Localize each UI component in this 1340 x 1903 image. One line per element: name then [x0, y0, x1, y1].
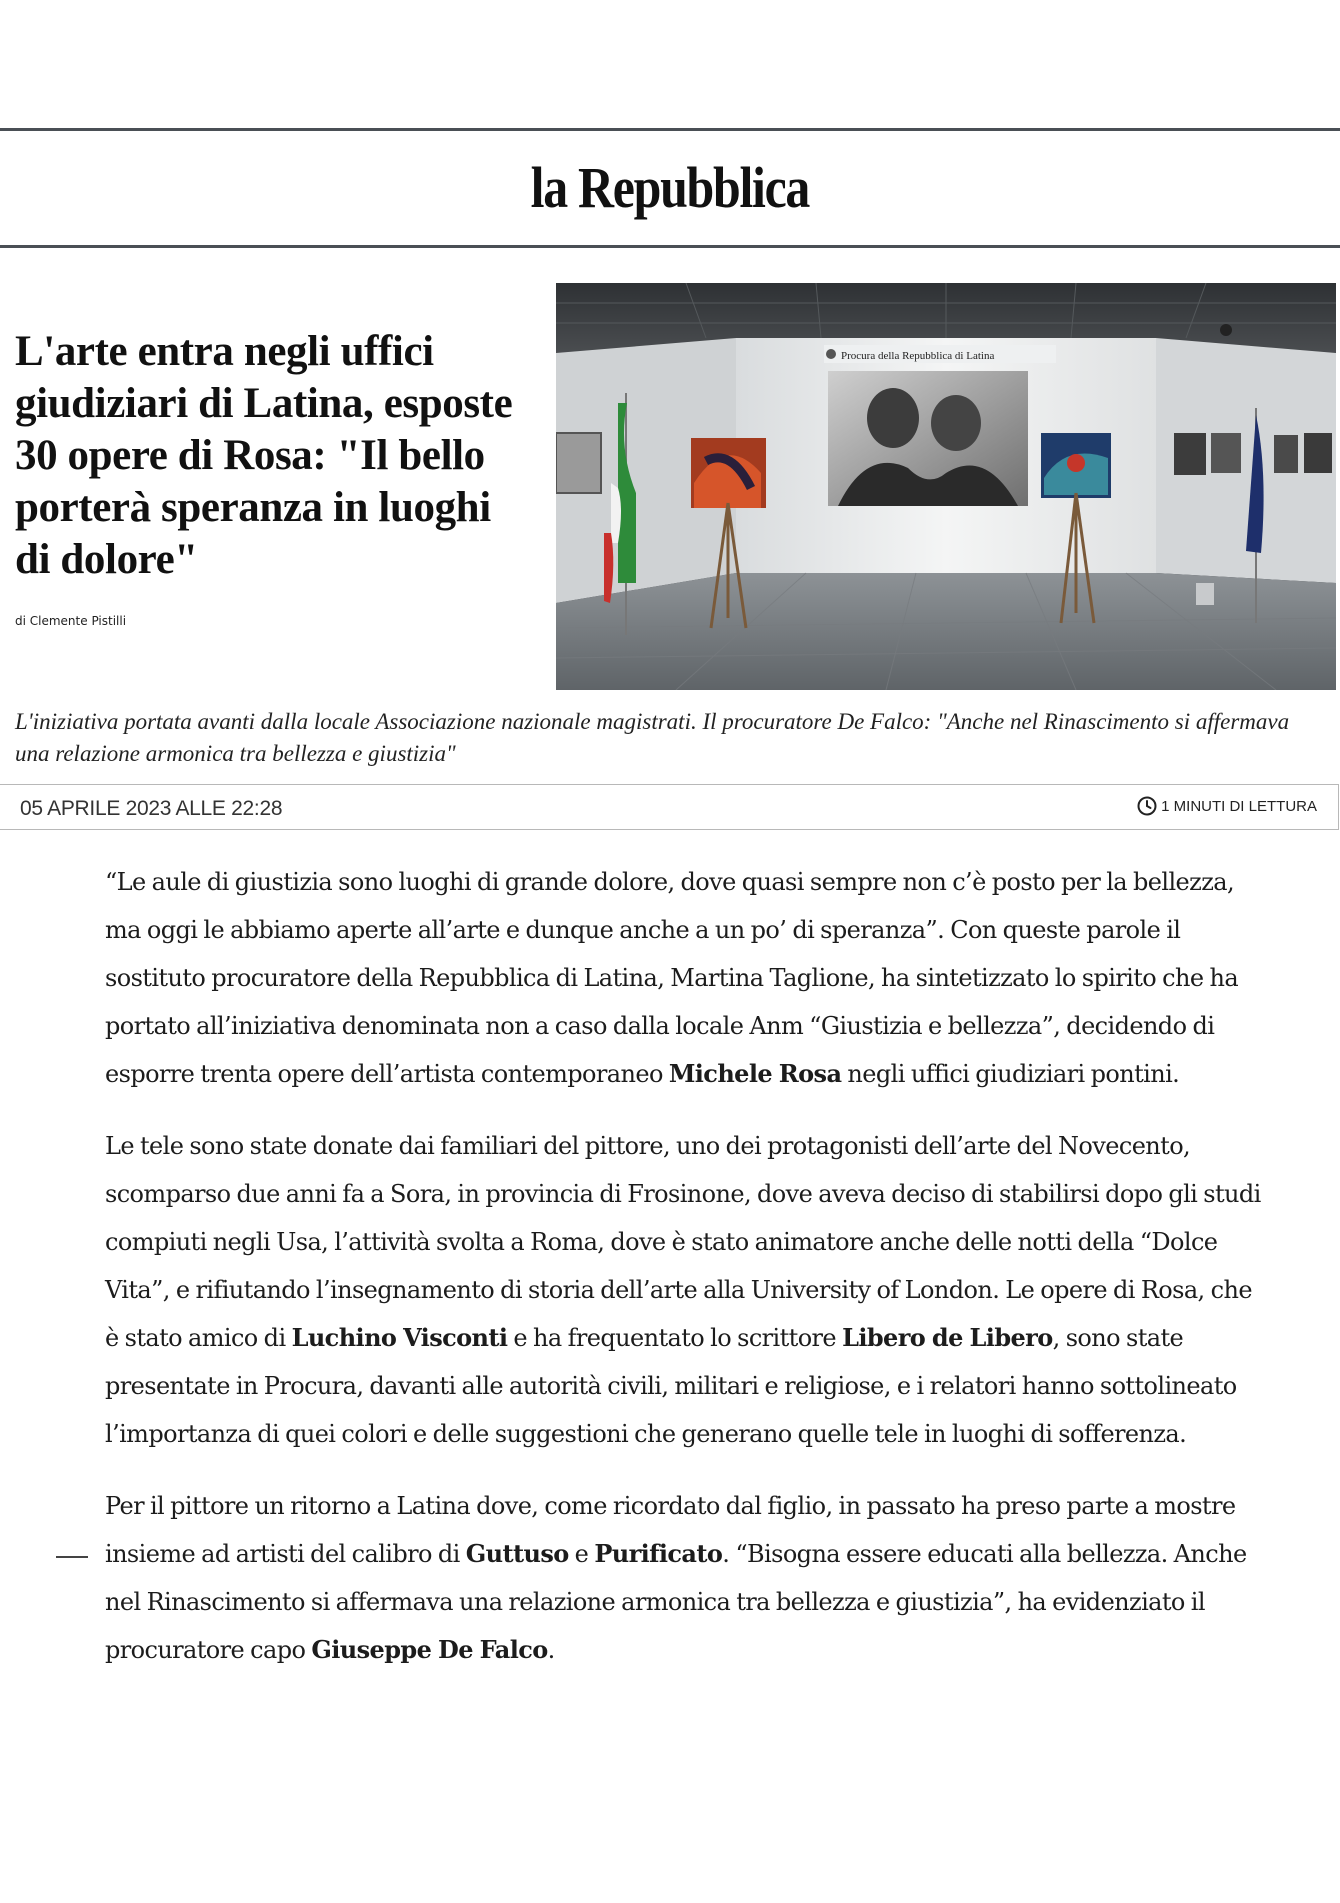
- photo-caption: L'iniziativa portata avanti dalla locale Associazione nazionale magistrati. Il procuratore De Falco: "Anche nel Rinascimento si affermava una relazione armonica tra bellezza e giustizia": [15, 709, 1290, 766]
- name-michele-rosa: Michele Rosa: [668, 1059, 842, 1088]
- masthead: [0, 130, 1340, 245]
- masthead-bottom-rule: [0, 245, 1340, 248]
- decorative-side-line: [56, 1556, 88, 1558]
- article-body: [105, 858, 1270, 1698]
- name-guttuso: Guttuso: [465, 1539, 569, 1568]
- name-luchino-visconti: Luchino Visconti: [291, 1323, 508, 1352]
- name-purificato: Purificato: [594, 1539, 723, 1568]
- byline[interactable]: di Clemente Pistilli: [15, 614, 127, 628]
- paragraph-1: “Le aule di giustizia sono luoghi di grande dolore, dove quasi sempre non c’è posto per la bellezza, ma oggi le abbiamo aperte all’arte e dunque anche a un po’ di speranza”. Con queste parole il sostituto procuratore della Repubblica di Latina, Martina Taglione, ha sintetizzato lo spirito che ha portato all’iniziativa denominata non a caso dalla locale Anm “Giustizia e bellezza”, decidendo di esporre trenta opere dell’artista contemporaneo Michele Rosa negli uffici giudiziari pontini.: [105, 868, 1239, 1088]
- article-headline: L'arte entra negli uffici giudiziari di Latina, esposte 30 opere di Rosa: "Il bello porterà speranza in luoghi di dolore": [15, 328, 513, 583]
- photo-sign: Procura della Repubblica di Latina: [841, 350, 995, 362]
- clock-icon: [1137, 796, 1157, 816]
- publish-date: 05 APRILE 2023 ALLE 22:28: [20, 797, 283, 820]
- paragraph-3: Per il pittore un ritorno a Latina dove, come ricordato dal figlio, in passato ha preso parte a mostre insieme ad artisti del calibro di Guttuso e Purificato. “Bisogna essere educati alla bellezza. Anche nel Rinascimento si affermava una relazione armonica tra bellezza e giustizia”, ha evidenziato il procuratore capo Giuseppe De Falco.: [105, 1492, 1247, 1664]
- reading-time: [1137, 796, 1317, 816]
- site-logo[interactable]: la Repubblica: [530, 155, 810, 220]
- article-meta-bar: [0, 784, 1339, 830]
- paragraph-2: Le tele sono state donate dai familiari del pittore, uno dei protagonisti dell’arte del Novecento, scomparso due anni fa a Sora, in provincia di Frosinone, dove aveva deciso di stabilirsi dopo gli studi compiuti negli Usa, l’attività svolta a Roma, dove è stato animatore anche delle notti della “Dolce Vita”, e rifiutando l’insegnamento di storia dell’arte alla University of London. Le opere di Rosa, che è stato amico di Luchino Visconti e ha frequentato lo scrittore Libero de Libero, sono state presentate in Procura, davanti alle autorità civili, militari e religiose, e i relatori hanno sottolineato l’importanza di quei colori e delle suggestioni che generano quelle tele in luoghi di sofferenza.: [105, 1132, 1261, 1448]
- name-giuseppe-de-falco: Giuseppe De Falco: [311, 1635, 548, 1664]
- article-photo: [556, 283, 1336, 690]
- name-libero-de-libero: Libero de Libero: [842, 1323, 1053, 1352]
- reading-time-label: 1 MINUTI DI LETTURA: [1161, 797, 1317, 815]
